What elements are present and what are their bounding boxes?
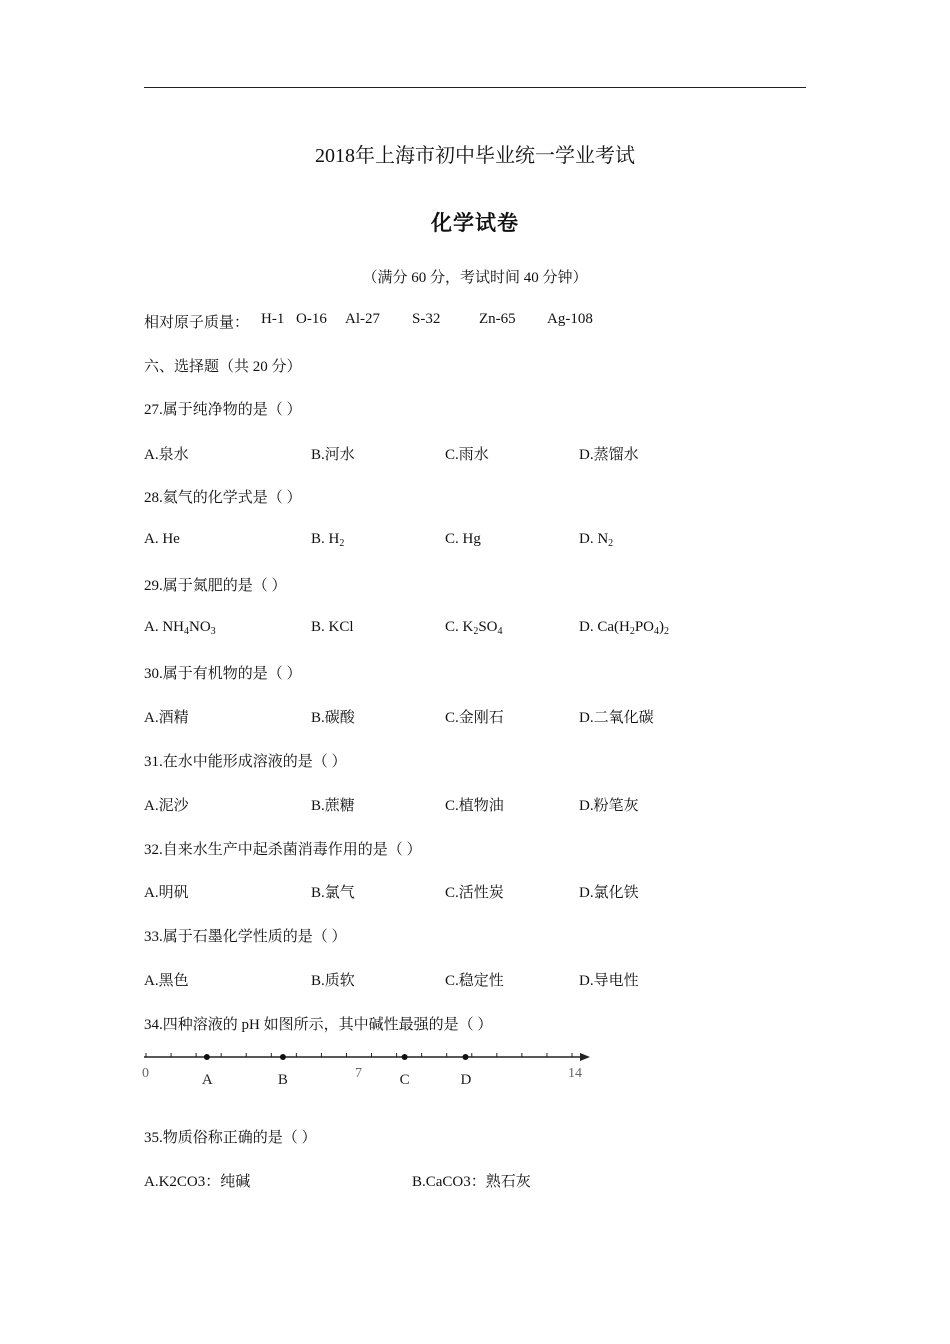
q28-option-c: C. Hg (445, 531, 481, 547)
header-rule (144, 87, 806, 88)
atomic-masses-label: 相对原子质量： (144, 315, 250, 331)
mass-o: O-16 (296, 311, 327, 327)
q30-option-a: A.酒精 (144, 710, 189, 726)
question-34-stem: 34.四种溶液的 pH 如图所示，其中碱性最强的是（ ） (144, 1017, 493, 1033)
q33-option-b: B.质软 (311, 973, 355, 989)
mass-zn: Zn-65 (479, 311, 516, 327)
ph-point-label-d: D (460, 1072, 472, 1088)
ph-points (202, 1054, 472, 1088)
q33-option-c: C.稳定性 (445, 973, 504, 989)
question-30-stem: 30.属于有机物的是（ ） (144, 666, 302, 682)
section-title: 六、选择题（共 20 分） (144, 359, 302, 375)
atomic-masses (144, 311, 249, 332)
q29-option-c: C. $K_2SO_4$ (445, 619, 503, 637)
exam-info: （满分 60 分，考试时间 40 分钟） (362, 270, 588, 286)
ph-point-label-b: B (277, 1072, 288, 1088)
mass-ag: Ag-108 (547, 311, 593, 327)
ph-number-line (140, 1045, 600, 1095)
ph-point-d (463, 1054, 469, 1060)
question-29-stem: 29.属于氮肥的是（ ） (144, 578, 287, 594)
q29-option-a: A. $NH_4NO_3$ (144, 619, 216, 637)
ph-tick-label: 14 (568, 1066, 582, 1081)
question-33-stem: 33.属于石墨化学性质的是（ ） (144, 929, 347, 945)
question-28-stem: 28.氦气的化学式是（ ） (144, 490, 302, 506)
q27-option-b: B.河水 (311, 447, 355, 463)
q31-option-d: D.粉笔灰 (579, 798, 639, 814)
q32-option-a: A.明矾 (144, 885, 189, 901)
q32-option-b: B.氯气 (311, 885, 355, 901)
q29-option-b: B. KCl (311, 619, 354, 635)
q33-option-d: D.导电性 (579, 973, 639, 989)
q28-option-d: D. $N_2$ (579, 531, 614, 549)
question-32-stem: 32.自来水生产中起杀菌消毒作用的是（ ） (144, 842, 422, 858)
ph-tick-label: 0 (142, 1066, 149, 1081)
mass-al: Al-27 (345, 311, 380, 327)
q27-option-c: C.雨水 (445, 447, 489, 463)
q29-option-d: D. $Ca(H_2PO_4)_2$ (579, 619, 670, 637)
q27-option-d: D.蒸馏水 (579, 447, 639, 463)
mass-h: H-1 (261, 311, 285, 327)
q33-option-a: A.黑色 (144, 973, 189, 989)
q32-option-c: C.活性炭 (445, 885, 504, 901)
q30-option-b: B.碳酸 (311, 710, 355, 726)
q35-option-b: B.CaCO3：熟石灰 (412, 1174, 531, 1190)
q35-option-a: A.K2CO3：纯碱 (144, 1174, 251, 1190)
exam-title: 2018年上海市初中毕业统一学业考试 (315, 145, 635, 167)
question-35-stem: 35.物质俗称正确的是（ ） (144, 1130, 317, 1146)
question-31-stem: 31.在水中能形成溶液的是（ ） (144, 754, 347, 770)
mass-s: S-32 (412, 311, 441, 327)
q31-option-b: B.蔗糖 (311, 798, 355, 814)
q31-option-c: C.植物油 (445, 798, 504, 814)
question-27-stem: 27.属于纯净物的是（ ） (144, 402, 302, 418)
q27-option-a: A.泉水 (144, 447, 189, 463)
ph-point-c (402, 1054, 408, 1060)
q31-option-a: A.泥沙 (144, 798, 189, 814)
q28-option-b: B. $H_2$ (311, 531, 345, 549)
ph-point-a (204, 1054, 210, 1060)
ph-axis-arrow-icon (580, 1053, 590, 1061)
q30-option-d: D.二氧化碳 (579, 710, 654, 726)
ph-tick-label: 7 (355, 1066, 362, 1081)
ph-point-b (280, 1054, 286, 1060)
q28-option-a: A. He (144, 531, 180, 547)
ph-point-label-a: A (201, 1072, 213, 1088)
q32-option-d: D.氯化铁 (579, 885, 639, 901)
ph-point-label-c: C (399, 1072, 410, 1088)
q30-option-c: C.金刚石 (445, 710, 504, 726)
subject-title: 化学试卷 (431, 211, 519, 235)
